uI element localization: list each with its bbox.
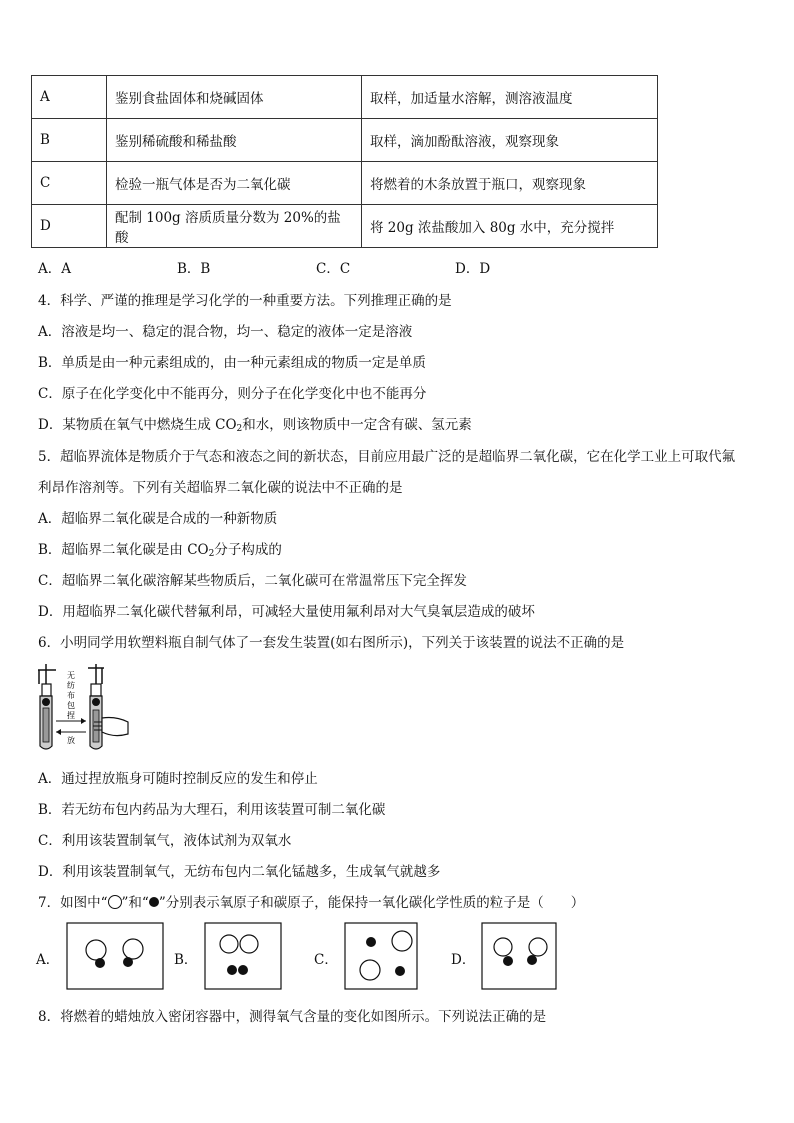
molecule-diagram-d bbox=[481, 922, 557, 990]
q7-option-d-label: D． bbox=[451, 952, 476, 968]
q6-option-c: C．利用该装置制氧气，液体试剂为双氧水 bbox=[38, 833, 292, 849]
choice-d: D．D bbox=[455, 261, 491, 277]
q6-option-d: D．利用该装置制氧气，无纺布包内二氧化锰越多，生成氧气就越多 bbox=[38, 864, 441, 880]
bag-label-1: 无 bbox=[67, 671, 75, 680]
row-purpose: 检验一瓶气体是否为二氧化碳 bbox=[107, 162, 362, 205]
bag-label-4: 包 bbox=[67, 701, 75, 710]
q4-d-text-end: 和水，则该物质中一定含有碳、氢元素 bbox=[242, 417, 472, 433]
table-row bbox=[32, 76, 658, 119]
q7-option-a bbox=[36, 922, 166, 990]
row-method: 将燃着的木条放置于瓶口，观察现象 bbox=[362, 162, 658, 205]
table-row bbox=[32, 119, 658, 162]
q4-option-d bbox=[38, 413, 472, 434]
oxygen-atom-icon bbox=[108, 895, 122, 909]
q7-option-a-label: A． bbox=[36, 952, 60, 968]
q4-option-c: C．原子在化学变化中不能再分，则分子在化学变化中也不能再分 bbox=[38, 386, 427, 402]
release-label: 放 bbox=[67, 736, 75, 745]
q5-b-text: B．超临界二氧化碳是由 CO bbox=[38, 542, 209, 558]
q8-stem: 8．将燃着的蜡烛放入密闭容器中，测得氧气含量的变化如图所示。下列说法正确的是 bbox=[38, 1009, 547, 1025]
q7-stem-text-end: ”分别表示氧原子和碳原子，能保持一氧化碳化学性质的粒子是（ ） bbox=[158, 895, 585, 911]
molecule-diagram-a bbox=[66, 922, 164, 990]
row-method: 将 20g 浓盐酸加入 80g 水中，充分搅拌 bbox=[362, 205, 658, 248]
carbon-atom-icon bbox=[149, 897, 159, 907]
q6-option-b: B．若无纺布包内药品为大理石，利用该装置可制二氧化碳 bbox=[38, 802, 386, 818]
squeeze-bottle-figure bbox=[36, 660, 132, 754]
row-label: C bbox=[32, 162, 107, 205]
q7-option-b bbox=[174, 922, 294, 990]
q7-stem-text: 7．如图中“ bbox=[38, 895, 108, 911]
row-label: A bbox=[32, 76, 107, 119]
q4-option-a: A．溶液是均一、稳定的混合物，均一、稳定的液体一定是溶液 bbox=[38, 324, 413, 340]
q5-stem-line2: 利昂作溶剂等。下列有关超临界二氧化碳的说法中不正确的是 bbox=[38, 480, 403, 496]
q7-option-c bbox=[314, 922, 424, 990]
q5-option-a: A．超临界二氧化碳是合成的一种新物质 bbox=[38, 511, 278, 527]
row-method: 取样，加适量水溶解，测溶液温度 bbox=[362, 76, 658, 119]
q7-option-b-label: B． bbox=[174, 952, 198, 968]
q4-option-b: B．单质是由一种元素组成的，由一种元素组成的物质一定是单质 bbox=[38, 355, 426, 371]
q5-option-d: D．用超临界二氧化碳代替氟利昂，可减轻大量使用氟利昂对大气臭氧层造成的破坏 bbox=[38, 604, 535, 620]
choice-b: B．B bbox=[177, 261, 211, 277]
bag-label-2: 纺 bbox=[67, 681, 75, 690]
row-method: 取样，滴加酚酞溶液，观察现象 bbox=[362, 119, 658, 162]
row-purpose: 配制 100g 溶质质量分数为 20%的盐酸 bbox=[107, 205, 362, 248]
q6-stem: 6．小明同学用软塑料瓶自制气体了一套发生装置(如右图所示)，下列关于该装置的说法不正确的是 bbox=[38, 635, 625, 651]
bag-label-3: 布 bbox=[67, 691, 75, 700]
table-row bbox=[32, 162, 658, 205]
choice-c: C．C bbox=[316, 261, 351, 277]
q4-d-subscript: 2 bbox=[236, 424, 243, 434]
row-label: B bbox=[32, 119, 107, 162]
q7-stem bbox=[38, 891, 584, 911]
row-label: D bbox=[32, 205, 107, 248]
q5-stem-line1: 5．超临界流体是物质介于气态和液态之间的新状态，目前应用最广泛的是超临界二氧化碳，它在化学工业上可取代氟 bbox=[38, 449, 736, 465]
q5-b-text-end: 分子构成的 bbox=[214, 542, 282, 558]
q4-d-text: D．某物质在氧气中燃烧生成 CO bbox=[38, 417, 237, 433]
q3-answer-choices bbox=[38, 257, 594, 277]
q7-option-c-label: C． bbox=[314, 952, 338, 968]
molecule-diagram-b bbox=[204, 922, 282, 990]
q5-option-b bbox=[38, 538, 282, 559]
q7-stem-text-mid: ”和“ bbox=[121, 895, 149, 911]
molecule-diagram-c bbox=[344, 922, 418, 990]
squeeze-label: 捏 bbox=[67, 711, 75, 720]
table-row bbox=[32, 205, 658, 248]
q5-b-subscript: 2 bbox=[208, 549, 215, 559]
q4-stem: 4．科学、严谨的推理是学习化学的一种重要方法。下列推理正确的是 bbox=[38, 293, 452, 309]
q6-option-a: A．通过捏放瓶身可随时控制反应的发生和停止 bbox=[38, 771, 318, 787]
row-purpose: 鉴别稀硫酸和稀盐酸 bbox=[107, 119, 362, 162]
q5-option-c: C．超临界二氧化碳溶解某些物质后，二氧化碳可在常温常压下完全挥发 bbox=[38, 573, 467, 589]
choice-a: A．A bbox=[38, 261, 71, 277]
options-table bbox=[31, 75, 658, 248]
row-purpose: 鉴别食盐固体和烧碱固体 bbox=[107, 76, 362, 119]
q7-option-d bbox=[451, 922, 561, 990]
